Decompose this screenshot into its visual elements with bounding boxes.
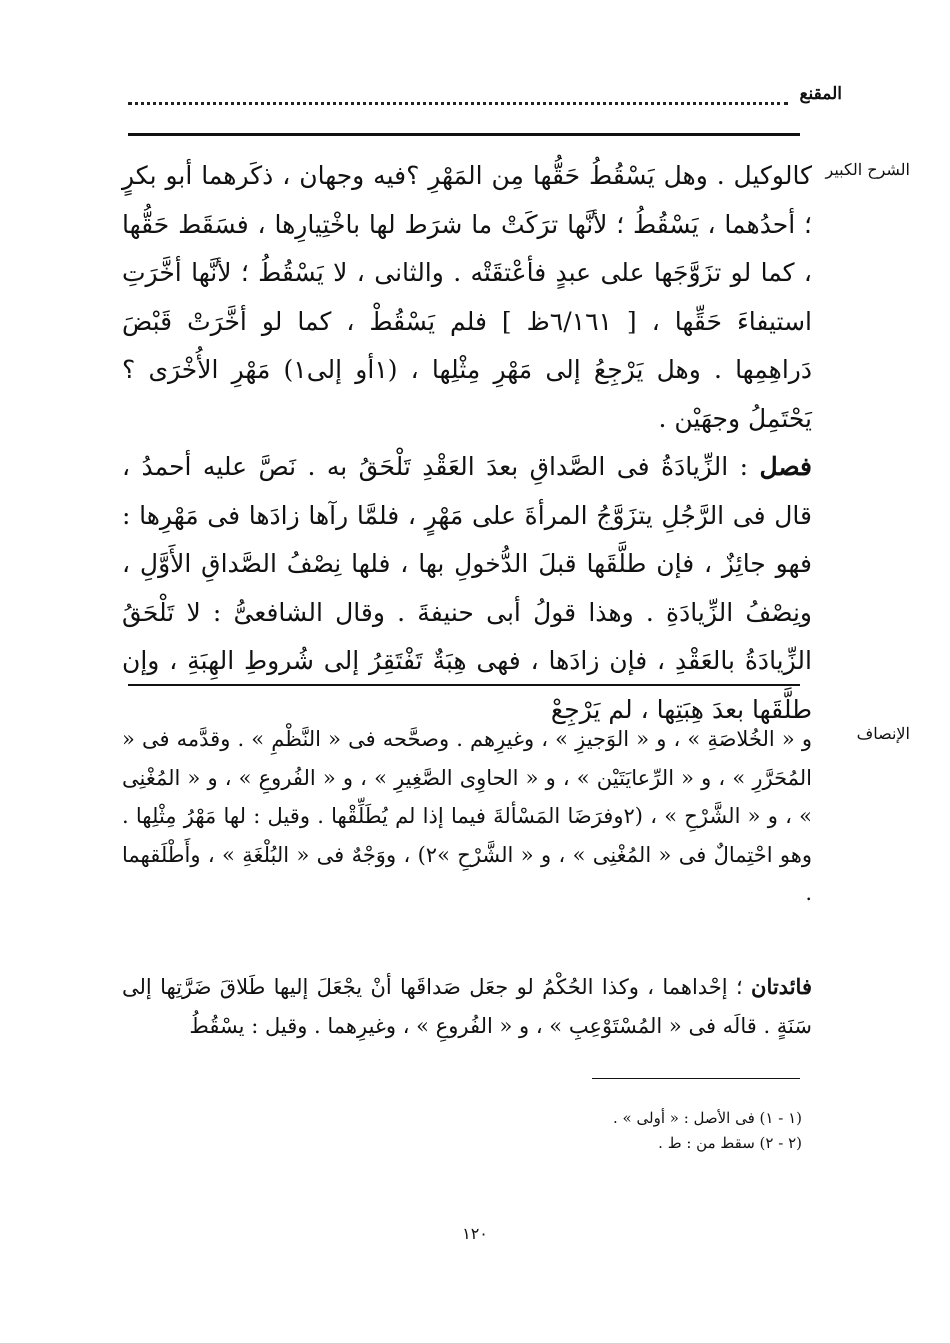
- fawaid-paragraph: [122, 968, 812, 1045]
- fawaid-text: ؛ إحْداهما ، وكذا الحُكْمُ لو جعَل صَداقَها أنْ يجْعَلَ إليها طَلاقَ ضَرَّتِها إلى سَنَةٍ . قالَه فى « المُسْتَوْعِبِ » ، و « الفُروعِ » ، وغيرِهما . وقيل : يسْقُطُ: [122, 975, 812, 1038]
- fasl-heading: فصل: [759, 452, 813, 481]
- fawaid-heading: فائدتان: [751, 974, 812, 999]
- footnote-rule: [592, 1078, 800, 1079]
- footnote-1: (١ - ١) فى الأصل : « أولى » .: [613, 1109, 802, 1127]
- footnote-2: (٢ - ٢) سقط من : ط .: [658, 1134, 802, 1152]
- insaf-section-label: الإنصاف: [856, 724, 910, 743]
- header-dotted-line: [128, 88, 788, 105]
- insaf-paragraph: و « الخُلاصَةِ » ، و « الوَجيزِ » ، وغيرِهم . وصحَّحه فى « النَّظْمِ » . وقدَّمه فى « المُحَرَّرِ » ، و « الرِّعايَتَيْن » ، و « الحاوِى الصَّغِيرِ » ، و « الفُروعِ » ، و « المُغْنِى » ، و « الشَّرْحِ » ، (٢وفرَضَا المَسْألةَ فيما إذا لم يُطَلِّقْها . وقيل : لها مَهْرُ مِثْلِها . وهو احْتِمالٌ فى « المُغْنِى » ، و « الشَّرْحِ »٢) ، ووَجْهٌ فى « البُلْغَةِ » ، وأَطْلَقهما .: [122, 727, 813, 905]
- fawaid-text-block: [122, 968, 812, 1045]
- sharh-section-label: الشرح الكبير: [825, 160, 910, 179]
- sharh-text-block: [122, 152, 812, 734]
- sharh-paragraph: كالوكيل . وهل يَسْقُطُ حَقُّها مِن المَهْرِ ؟فيه وجهان ، ذكَرهما أبو بكرٍ ؛ أحدُهما ، يَسْقُطُ ؛ لأنَّها ترَكَتْ ما شرَط لها باخْتِيارِها ، فسَقَط حَقُّها ، كما لو تزَوَّجَها على عبدٍ فأعْتقَتْه . والثانى ، لا يَسْقُطُ ؛ لأنَّها أخَّرَتِ استيفاءَ حَقِّها ، [ ٦/١٦١ظ ] فلم يَسْقُطْ ، كما لو أخَّرَتْ قَبْضَ دَراهِمِها . وهل يَرْجِعُ إلى مَهْرِ مِثْلِها ، (١أو إلى١) مَهْرِ الأُخْرَى ؟ يَحْتَمِلُ وجهَيْن .: [122, 161, 812, 433]
- fasl-paragraph: [122, 443, 812, 734]
- insaf-text-block: [122, 720, 812, 913]
- page-number: ١٢٠: [462, 1224, 488, 1243]
- footnotes: [202, 1106, 802, 1156]
- fasl-text: : الزِّيادَةُ فى الصَّداقِ بعدَ العَقْدِ تَلْحَقُ به . نَصَّ عليه أحمدُ ، قال فى الرَّجُلِ يتزَوَّجُ المرأةَ على مَهْرٍ ، فلمَّا رآها زادَها فى مَهْرِها : فهو جائِزٌ ، فإن طلَّقَها قبلَ الدُّخولِ بها ، فلها نِصْفُ الصَّداقِ الأَوَّلِ ، ونِصْفُ الزِّيادَةِ . وهذا قولُ أبى حنيفةَ . وقال الشافعىُّ : لا تَلْحَقُ الزِّيادَةُ بالعَقْدِ ، فإن زادَها ، فهى هِبَةٌ تَفْتَقِرُ إلى شُروطِ الهِبَةِ ، وإن طلَّقَها بعدَ هِبَتِها ، لم يَرْجِعْ: [122, 452, 812, 724]
- section-divider: [128, 684, 800, 686]
- running-header-title: المقنع: [799, 84, 842, 104]
- header-rule: [128, 133, 800, 136]
